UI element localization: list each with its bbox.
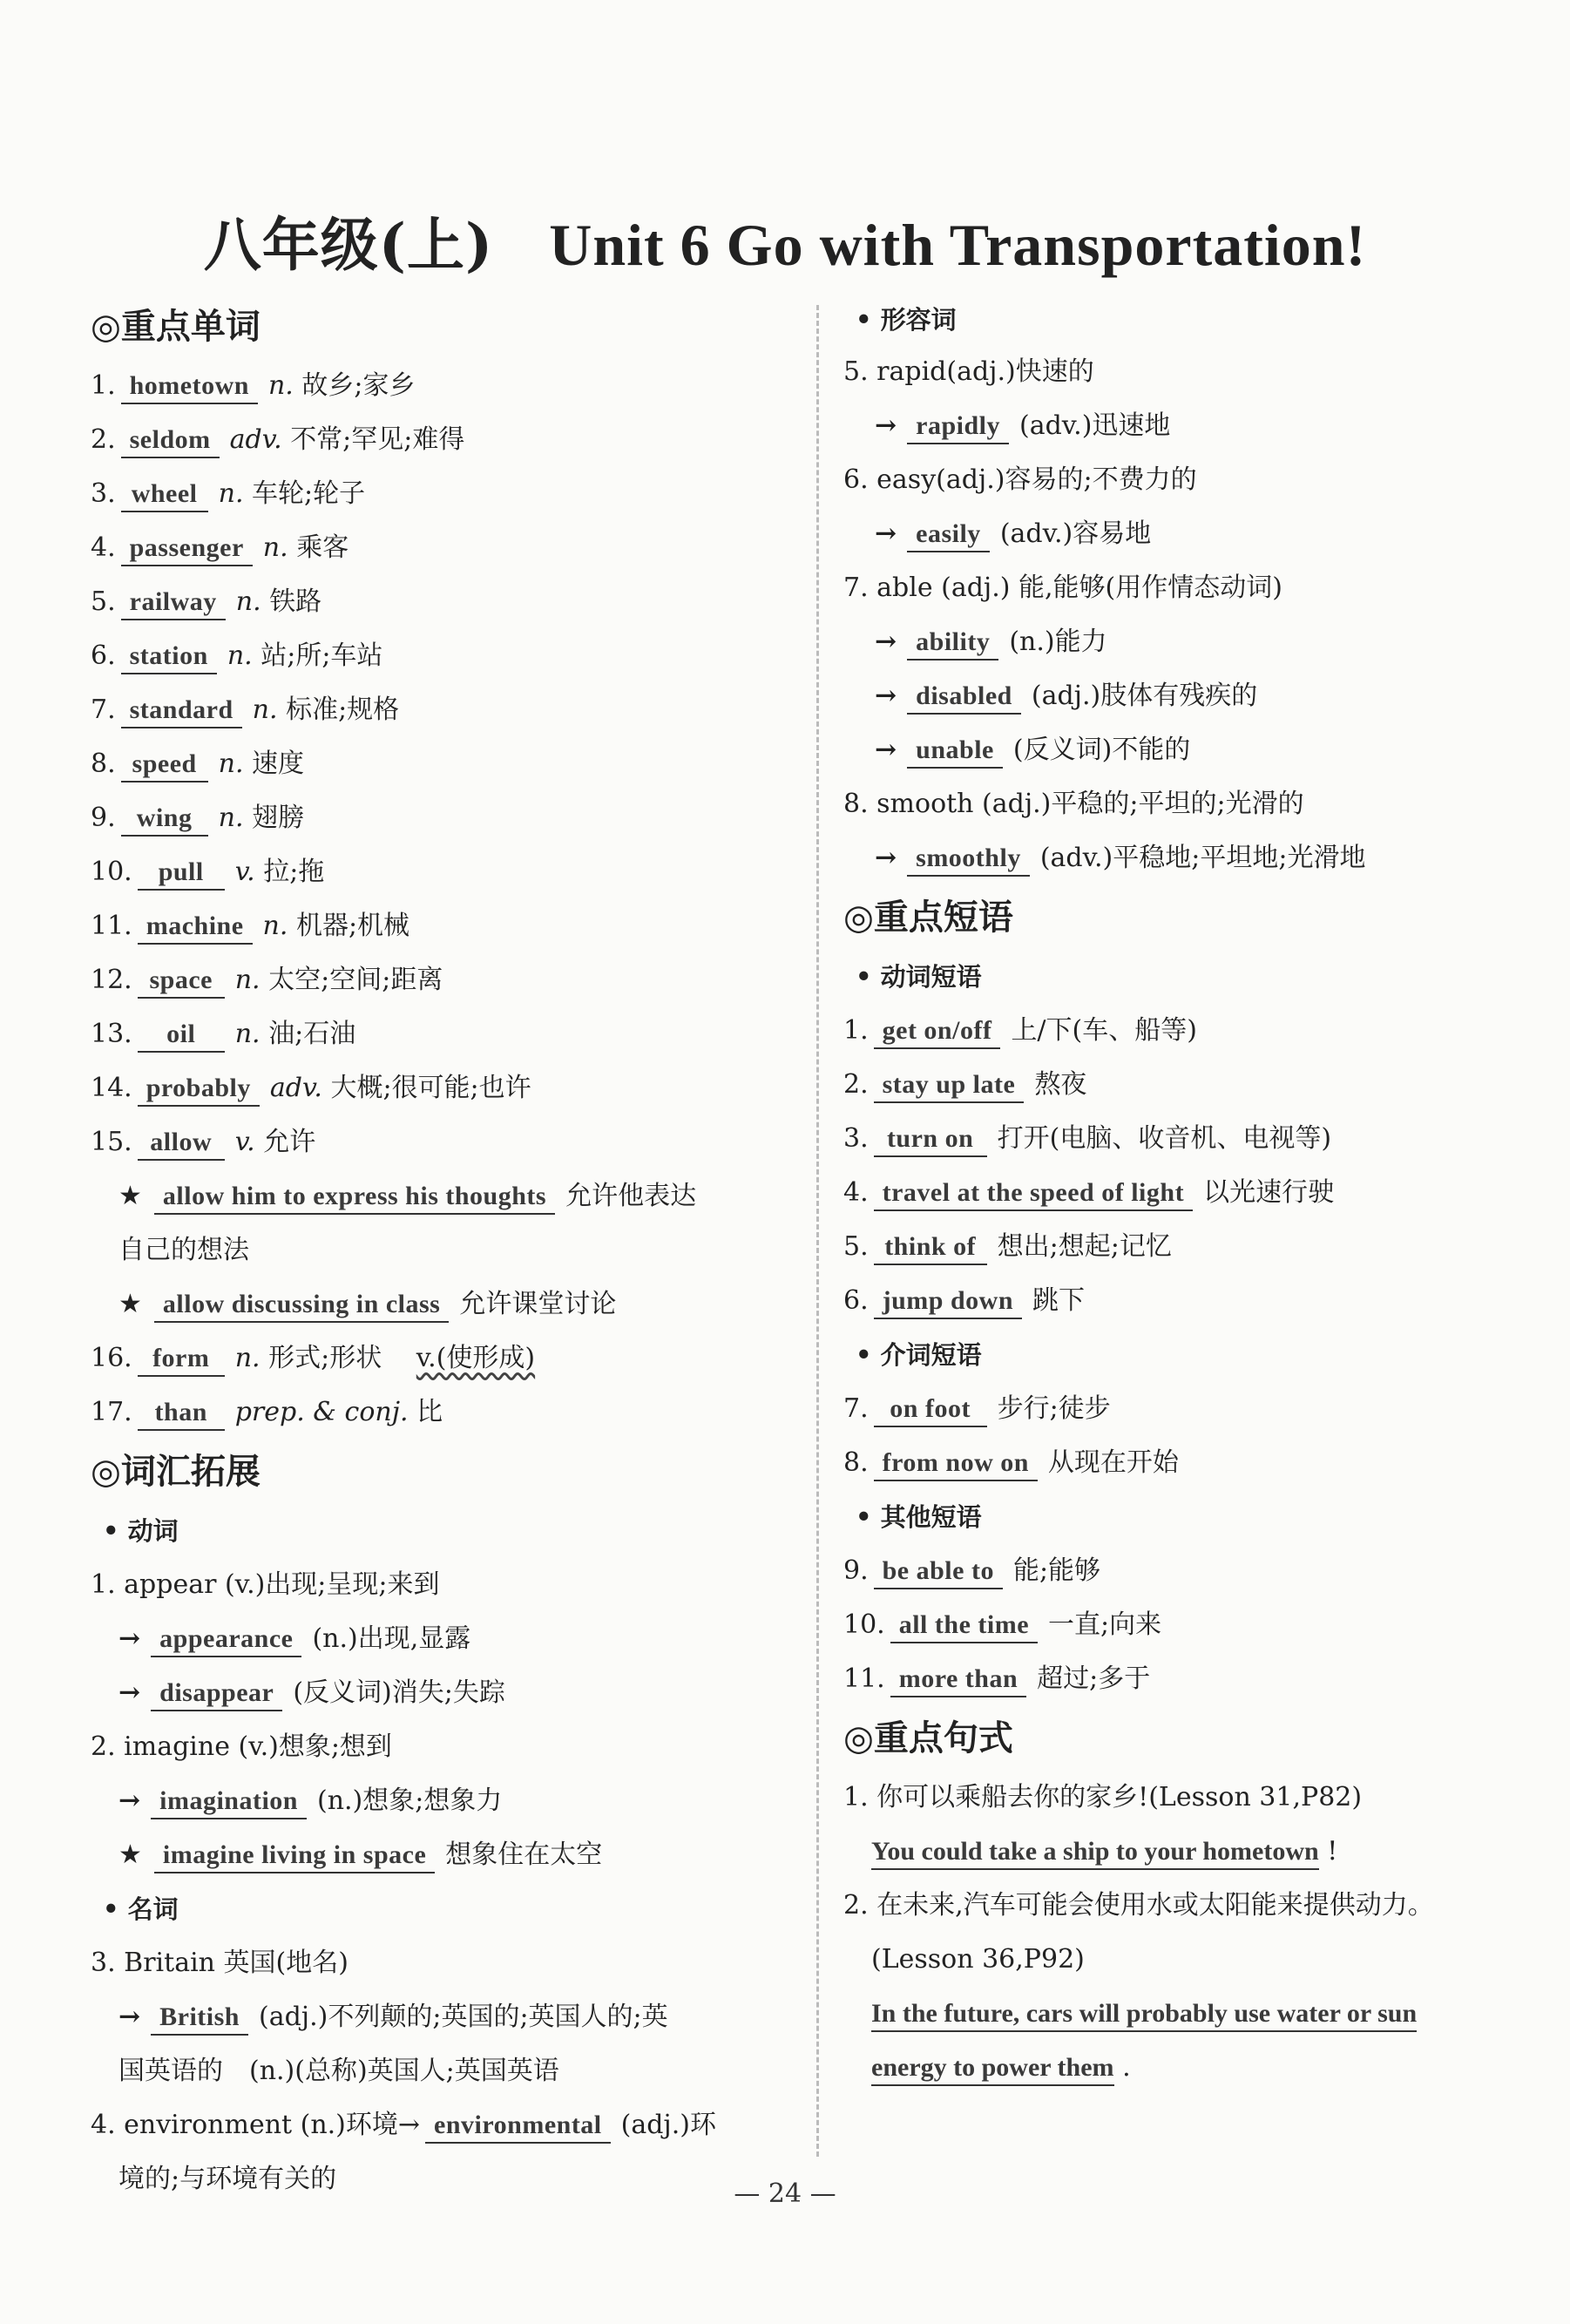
note: (n.)出现,显露 (312, 1623, 471, 1654)
section-heading-vocab: ◎词汇拓展 (91, 1452, 261, 1492)
answer-blank: You could take a ship to your hometown (871, 1835, 1319, 1870)
answer-blank: ability (907, 626, 998, 661)
answer-blank: seldom (121, 423, 220, 458)
vocab-derivative-cont: 国英语的 (n.)(总称)英国人;英国英语 (118, 2056, 559, 2086)
part-of-speech: n. (218, 749, 244, 779)
meaning: 想出;想起;记忆 (997, 1231, 1172, 1262)
word-item (91, 1386, 788, 1440)
word-item (91, 629, 788, 683)
vocab-head (91, 2098, 788, 2152)
answer-blank: disabled (907, 680, 1021, 715)
item-number: 6. (91, 640, 116, 671)
answer-blank: allow discussing in class (154, 1288, 449, 1323)
answer-blank: imagine living in space (154, 1839, 435, 1873)
sentence-question: 2. 在未来,汽车可能会使用水或太阳能来提供动力。 (843, 1890, 1434, 1921)
answer-blank: turn on (874, 1122, 987, 1157)
item-number: 3. (91, 478, 116, 509)
punctuation: . (1122, 2052, 1131, 2083)
vocab-derivative (91, 1774, 788, 1828)
item-number: 16. (91, 1343, 132, 1373)
answer-blank: speed (121, 748, 208, 783)
meaning: 油;石油 (268, 1019, 356, 1049)
answer-blank: standard (121, 694, 242, 728)
section-heading-sentences: ◎重点句式 (843, 1718, 1013, 1758)
item-number: 9. (91, 803, 116, 833)
sentence-answer (843, 1825, 1540, 1879)
vocab-derivative (843, 399, 1540, 453)
prep-phrases-list (843, 1382, 1540, 1490)
arrow-icon: → (875, 410, 897, 441)
vocab-derivative (843, 507, 1540, 561)
arrow-icon: → (875, 843, 897, 873)
vocab-derivative (91, 1612, 788, 1666)
word-item (91, 737, 788, 791)
vocab-head: 8. smooth (adj.)平稳的;平坦的;光滑的 (843, 789, 1304, 819)
phrase-item (843, 1112, 1540, 1166)
note: (反义词)不能的 (1012, 735, 1191, 765)
item-number: 2. (843, 1069, 869, 1100)
part-of-speech: prep. & conj. (234, 1397, 409, 1427)
vocab-head: 2. imagine (v.)想象;想到 (91, 1731, 392, 1762)
punctuation: ! (1327, 1836, 1338, 1867)
item-number: 1. (91, 370, 116, 401)
phrase-item (843, 1274, 1540, 1328)
part-of-speech: n. (235, 586, 261, 617)
page-title-grade: 八年级(上) (203, 211, 494, 279)
part-of-speech: n. (218, 803, 244, 833)
word-item (91, 899, 788, 953)
answer-blank: pull (138, 856, 225, 891)
item-number: 8. (91, 749, 116, 779)
words-list (91, 359, 788, 1169)
vocab-head: 3. Britain 英国(地名) (91, 1948, 349, 1978)
answer-blank: travel at the speed of light (874, 1176, 1193, 1211)
part-of-speech: adv. (269, 1073, 322, 1103)
answer-blank: jump down (874, 1284, 1022, 1319)
star-icon: ★ (118, 1289, 142, 1319)
item-number: 9. (843, 1555, 869, 1586)
answer-blank: hometown (121, 369, 258, 404)
answer-blank: easily (907, 518, 990, 552)
part-of-speech: n. (218, 478, 244, 509)
phrase-item (843, 1166, 1540, 1220)
allow-example-cont (91, 1223, 788, 1277)
vocab-derivative (843, 669, 1540, 723)
vocab-head: 7. able (adj.) 能,能够(用作情态动词) (843, 573, 1282, 603)
vocab-derivative (843, 723, 1540, 777)
answer-blank: think of (874, 1230, 987, 1265)
item-number: 7. (843, 1393, 869, 1424)
note: 想象住在太空 (445, 1840, 603, 1870)
note: (adv.)平稳地;平坦地;光滑地 (1039, 843, 1366, 873)
meaning: 大概;很可能;也许 (330, 1073, 531, 1103)
meaning: 允许 (263, 1127, 316, 1157)
meaning: 步行;徒步 (997, 1393, 1111, 1424)
answer-blank: smoothly (907, 842, 1030, 877)
answer-blank: space (138, 964, 225, 999)
meaning: 熬夜 (1034, 1069, 1087, 1100)
word-item (91, 683, 788, 737)
item-number: 14. (91, 1073, 132, 1103)
word-item (91, 1007, 788, 1061)
vocab-derivative (91, 1666, 788, 1720)
allow-example (91, 1169, 788, 1223)
word-item (91, 413, 788, 467)
phrase-item (843, 1058, 1540, 1112)
note: (adj.)不列颠的;英国的;英国人的;英 (259, 2002, 668, 2032)
meaning: 允许课堂讨论 (459, 1289, 617, 1319)
answer-blank: on foot (874, 1392, 987, 1427)
answer-blank: energy to power them (871, 2051, 1114, 2086)
item-number: 13. (91, 1019, 132, 1049)
part-of-speech: n. (234, 965, 261, 995)
item-number: 11. (91, 911, 132, 941)
item-number: 10. (91, 857, 132, 887)
answer-blank: In the future, cars will probably use water or sun (871, 1997, 1417, 2032)
vocab-head: 5. rapid(adj.)快速的 (843, 356, 1094, 387)
note: (adv.)迅速地 (1019, 410, 1171, 441)
answer-blank: allow (138, 1126, 225, 1161)
subheading-prep-phrases: • 介词短语 (856, 1340, 982, 1370)
subheading-verb-phrases: • 动词短语 (856, 962, 982, 992)
answer-blank: appearance (151, 1623, 301, 1657)
item-number: 7. (91, 694, 116, 725)
meaning: 允许他表达 (565, 1181, 697, 1211)
meaning: 标准;规格 (286, 694, 400, 725)
item-number: 2. (91, 424, 116, 455)
answer-blank: from now on (874, 1447, 1038, 1481)
vocab-derivative (843, 831, 1540, 885)
answer-blank: wing (121, 802, 208, 837)
sentence-answer (843, 1987, 1540, 2041)
vocab-head: 6. easy(adj.)容易的;不费力的 (843, 464, 1197, 495)
answer-blank: machine (138, 910, 253, 945)
vocab-example (91, 1828, 788, 1882)
word-item (91, 1061, 788, 1115)
answer-blank: British (151, 2001, 248, 2036)
meaning: 以光速行驶 (1203, 1177, 1335, 1208)
meaning: 拉;拖 (263, 857, 325, 887)
page-number: — 24 — (734, 2178, 836, 2209)
subheading-other-phrases: • 其他短语 (856, 1502, 982, 1532)
meaning: 形式;形状 (268, 1343, 382, 1373)
sentence-answer-cont (843, 2041, 1540, 2095)
item-number: 3. (843, 1123, 869, 1154)
part-of-speech: v. (234, 857, 255, 887)
subheading-verb: • 动词 (103, 1516, 179, 1546)
item-number: 1. (843, 1015, 869, 1046)
section-heading-words: ◎重点单词 (91, 307, 261, 347)
phrase-item (843, 1004, 1540, 1058)
subheading-noun: • 名词 (103, 1894, 179, 1924)
answer-blank: form (138, 1342, 225, 1377)
word-item (91, 1115, 788, 1169)
arrow-icon: → (875, 518, 897, 549)
word-item (91, 845, 788, 899)
item-number: 17. (91, 1397, 132, 1427)
vocab-derivative (843, 615, 1540, 669)
meaning: 站;所;车站 (261, 640, 383, 671)
word-item (91, 521, 788, 575)
answer-blank: allow him to express his thoughts (154, 1180, 555, 1215)
answer-blank: all the time (890, 1609, 1038, 1643)
sentence-question: 1. 你可以乘船去你的家乡!(Lesson 31,P82) (843, 1782, 1363, 1812)
sentence-question-cont: (Lesson 36,P92) (871, 1944, 1085, 1975)
phrase-item (843, 1436, 1540, 1490)
answer-blank: be able to (874, 1555, 1003, 1589)
meaning: 乘客 (296, 532, 349, 563)
answer-blank: wheel (121, 478, 208, 512)
arrow-icon: → (875, 681, 897, 711)
meaning: 比 (416, 1397, 443, 1427)
phrase-item (843, 1382, 1540, 1436)
meaning: 不常;罕见;难得 (290, 424, 465, 455)
answer-blank: unable (907, 734, 1003, 769)
part-of-speech: n. (234, 1019, 261, 1049)
meaning: 故乡;家乡 (301, 370, 416, 401)
meaning: 翅膀 (252, 803, 305, 833)
word-item (91, 1331, 788, 1386)
note: (n.)想象;想象力 (317, 1785, 503, 1816)
meaning: 铁路 (269, 586, 322, 617)
answer-blank: more than (890, 1663, 1026, 1697)
item-number: 6. (843, 1285, 869, 1316)
meaning: 速度 (252, 749, 305, 779)
note: (adv.)容易地 (999, 518, 1152, 549)
meaning: 从现在开始 (1047, 1447, 1179, 1478)
answer-blank: railway (121, 586, 226, 620)
arrow-icon: → (118, 1623, 141, 1654)
answer-blank: station (121, 640, 217, 674)
meaning: 一直;向来 (1048, 1609, 1162, 1640)
phrase-item (843, 1652, 1540, 1706)
meaning: 自己的想法 (118, 1235, 249, 1265)
word-item (91, 467, 788, 521)
vocab-derivative (91, 1990, 788, 2044)
answer-blank: probably (138, 1072, 260, 1107)
vocab-head-text: 4. environment (n.)环境→ (91, 2110, 421, 2140)
meaning: 上/下(车、船等) (1011, 1015, 1197, 1046)
part-of-speech: v. (234, 1127, 255, 1157)
word-item (91, 359, 788, 413)
item-number: 4. (843, 1177, 869, 1208)
part-of-speech: n. (267, 370, 294, 401)
meaning: 机器;机械 (295, 911, 410, 941)
subheading-adj: • 形容词 (856, 305, 957, 335)
answer-blank: oil (138, 1018, 225, 1053)
star-icon: ★ (118, 1181, 142, 1211)
answer-blank: passenger (121, 532, 253, 566)
answer-blank: disappear (151, 1677, 282, 1711)
answer-blank: stay up late (874, 1068, 1025, 1103)
allow-example (91, 1277, 788, 1331)
verb-phrases-list (843, 1004, 1540, 1328)
phrase-item (843, 1598, 1540, 1652)
meaning: 跳下 (1032, 1285, 1086, 1316)
item-number: 4. (91, 532, 116, 563)
column-divider (816, 305, 819, 2157)
item-number: 5. (843, 1231, 869, 1262)
item-number: 12. (91, 965, 132, 995)
phrase-item (843, 1544, 1540, 1598)
note: (n.)能力 (1009, 627, 1107, 657)
note: (adj.)肢体有残疾的 (1031, 681, 1258, 711)
answer-blank: imagination (151, 1785, 307, 1819)
arrow-icon: → (118, 1785, 141, 1816)
item-number: 5. (91, 586, 116, 617)
meaning: 超过;多于 (1037, 1663, 1151, 1694)
part-of-speech: n. (262, 911, 288, 941)
part-of-speech: n. (252, 694, 278, 725)
arrow-icon: → (875, 627, 897, 657)
extra-meaning: v.(使形成) (416, 1343, 536, 1373)
item-number: 11. (843, 1663, 885, 1694)
vocab-head-cont: 境的;与环境有关的 (118, 2164, 337, 2194)
part-of-speech: n. (262, 532, 288, 563)
answer-blank: than (138, 1396, 225, 1431)
note: (反义词)消失;失踪 (293, 1677, 505, 1708)
meaning: 太空;空间;距离 (268, 965, 443, 995)
arrow-icon: → (118, 1677, 141, 1708)
item-number: 8. (843, 1447, 869, 1478)
note: (adj.)环 (620, 2110, 716, 2140)
word-item (91, 953, 788, 1007)
item-number: 15. (91, 1127, 132, 1157)
star-icon: ★ (118, 1840, 142, 1870)
meaning: 打开(电脑、收音机、电视等) (997, 1123, 1332, 1154)
page-title (0, 199, 1570, 281)
right-column (843, 295, 1540, 2095)
meaning: 能;能够 (1012, 1555, 1101, 1586)
part-of-speech: n. (227, 640, 253, 671)
other-phrases-list (843, 1544, 1540, 1706)
word-item (91, 791, 788, 845)
arrow-icon: → (118, 2002, 141, 2032)
page-title-unit: Unit 6 Go with Transportation! (549, 212, 1367, 278)
answer-blank: rapidly (907, 410, 1009, 444)
part-of-speech: n. (234, 1343, 261, 1373)
part-of-speech: adv. (229, 424, 282, 455)
left-column (91, 295, 788, 2206)
answer-blank: get on/off (874, 1014, 1001, 1049)
section-heading-phrases: ◎重点短语 (843, 898, 1013, 938)
arrow-icon: → (875, 735, 897, 765)
item-number: 10. (843, 1609, 885, 1640)
answer-blank: environmental (425, 2109, 611, 2144)
phrase-item (843, 1220, 1540, 1274)
meaning: 车轮;轮子 (252, 478, 366, 509)
vocab-head: 1. appear (v.)出现;呈现;来到 (91, 1569, 440, 1600)
word-item (91, 575, 788, 629)
